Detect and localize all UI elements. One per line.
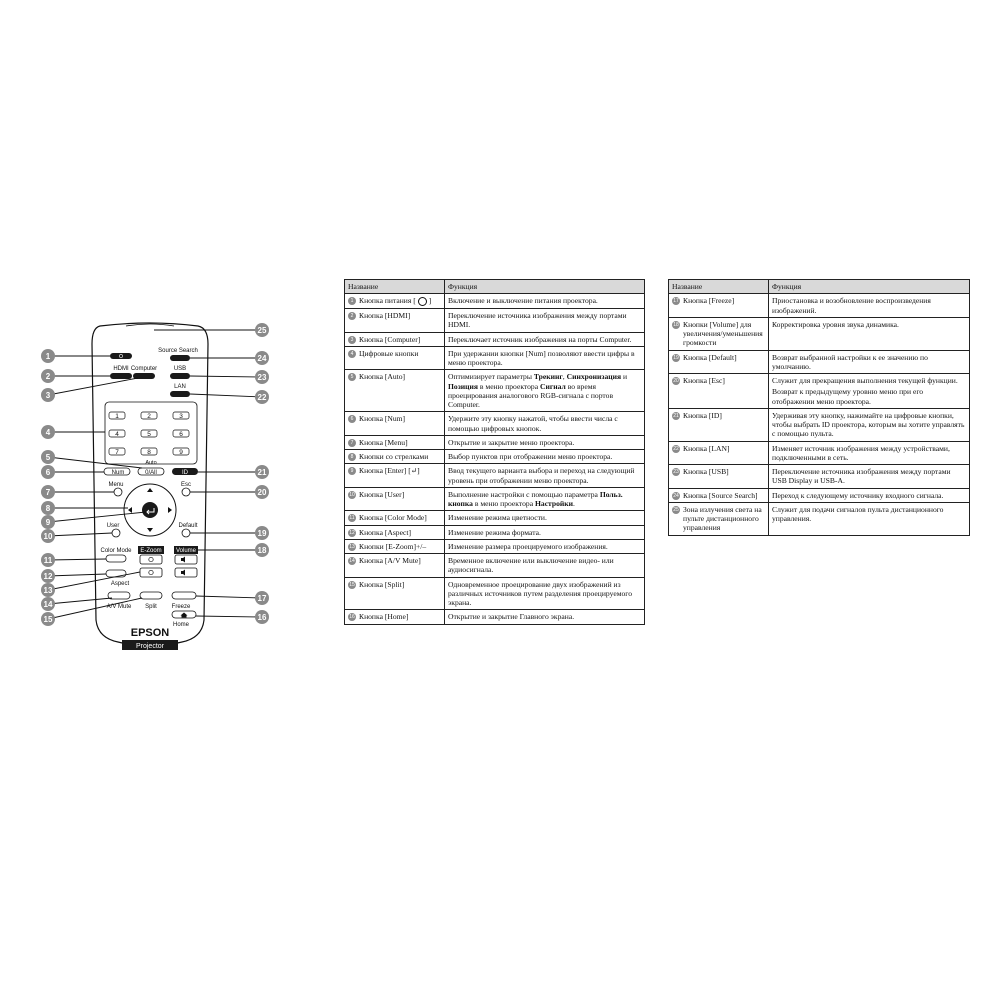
button-name: Цифровые кнопки <box>359 348 419 358</box>
source-search-label: Source Search <box>158 348 198 354</box>
hdmi-button <box>110 373 132 379</box>
table-row <box>669 441 970 465</box>
button-function-cell <box>445 554 645 578</box>
callout-number-icon: 25 <box>673 506 679 513</box>
callout-number-icon: 17 <box>673 298 679 305</box>
lan-button <box>170 391 190 397</box>
callout-number-icon: 15 <box>349 581 355 588</box>
function-text: Оптимизирует параметры Трекинг, Синхронизация и Позиция в меню проектора Сигнал во время проецирования аналогового RGB-сигнала с портов Computer. <box>448 372 628 409</box>
button-name-cell <box>669 294 769 318</box>
button-function-cell <box>445 294 645 309</box>
button-function-cell <box>445 450 645 464</box>
callout-number-icon: 12 <box>349 529 355 536</box>
button-name-cell <box>345 450 445 464</box>
remote-control-svg <box>30 320 300 680</box>
digit-7-label: 7 <box>115 449 119 456</box>
table-row <box>669 488 970 502</box>
callout-number-icon: 20 <box>673 378 679 384</box>
function-text: Возврат выбранной настройки к ее значению по умолчанию. <box>772 352 928 371</box>
function-text: Переключает источник изображения на порты Computer. <box>448 334 632 344</box>
callout-number-icon: 24 <box>673 492 679 499</box>
button-name: Кнопка [LAN] <box>683 443 730 453</box>
button-name: Зона излучения света на пульте дистанционного управления <box>683 504 762 533</box>
button-function-cell <box>769 350 970 374</box>
user-label: User <box>106 523 120 529</box>
function-text: Приостановка и возобновление воспроизведения изображений. <box>772 296 931 315</box>
button-name: Кнопка [Default] <box>683 352 737 362</box>
callout-4-number: 4 <box>45 428 51 437</box>
callout-leader <box>196 596 262 598</box>
callout-1-number: 1 <box>45 352 51 361</box>
table-row <box>345 412 645 436</box>
button-name-cell <box>345 554 445 578</box>
callout-number-icon: 8 <box>348 453 356 461</box>
callout-number-icon: 23 <box>673 469 679 475</box>
function-text: Временное включение или выключение видео- или аудиосигнала. <box>448 556 614 575</box>
digit-6-label: 6 <box>179 431 183 438</box>
function-text: Изменение режима цветности. <box>448 513 547 523</box>
button-name-cell <box>669 317 769 350</box>
button-function-cell <box>445 525 645 539</box>
table-row <box>345 332 645 346</box>
callout-number-icon: 2 <box>348 312 356 320</box>
button-name-cell <box>345 435 445 449</box>
button-name: Кнопка [Num] <box>359 414 406 424</box>
enter-button <box>142 502 158 518</box>
button-name: Кнопка [USB] <box>683 467 729 476</box>
color-mode-label: Color Mode <box>100 548 132 554</box>
aspect-button <box>106 570 126 577</box>
function-text: Корректировка уровня звука динамика. <box>772 319 899 329</box>
button-name: Кнопка питания [ ] <box>359 296 432 306</box>
button-name: Кнопка [Freeze] <box>683 296 735 306</box>
table-header-row <box>345 280 645 294</box>
callout-19-number: 19 <box>257 529 267 538</box>
zero-all-label: 0/All <box>145 470 157 476</box>
callout-3-number: 3 <box>45 391 51 400</box>
num-label: Num <box>111 470 125 476</box>
button-name: Кнопка [Aspect] <box>359 527 411 537</box>
function-text: Изменение режима формата. <box>448 527 541 537</box>
button-function-cell <box>445 464 645 488</box>
usb-button <box>170 373 190 379</box>
button-name-cell <box>345 294 445 309</box>
callout-6-number: 6 <box>45 468 51 477</box>
button-name-cell <box>345 487 445 511</box>
button-name: Кнопки со стрелками <box>359 452 429 461</box>
callout-2-number: 2 <box>45 372 51 381</box>
split-label: Split <box>145 604 157 610</box>
table-row <box>345 554 645 578</box>
color-mode-button <box>106 555 126 562</box>
button-name-cell <box>669 465 769 489</box>
menu-button <box>114 488 122 496</box>
table-row <box>345 610 645 624</box>
callout-24-number: 24 <box>257 354 267 363</box>
button-function-cell <box>769 502 970 535</box>
table-row <box>669 317 970 350</box>
table-row <box>345 525 645 539</box>
power-button <box>110 353 132 359</box>
user-button <box>112 529 120 537</box>
function-text: Переключение источника изображения между портами HDMI. <box>448 311 627 330</box>
table-row <box>669 294 970 318</box>
function-text: Одновременное проецирование двух изображений из различных источников путем разделения проецируемого экрана. <box>448 579 633 607</box>
button-function-cell <box>769 374 970 409</box>
table-header-row <box>669 280 970 294</box>
function-text: Выбор пунктов при отображении меню проектора. <box>448 452 613 461</box>
callout-number-icon: 18 <box>673 321 679 328</box>
source-search-button <box>170 355 190 361</box>
table-row <box>345 294 645 309</box>
button-function-cell <box>445 539 645 553</box>
button-function-cell <box>445 370 645 412</box>
callout-number-icon: 1 <box>348 297 356 305</box>
column-header-name: Название <box>669 280 769 294</box>
column-header-function: Функция <box>445 280 645 294</box>
freeze-label: Freeze <box>171 604 191 610</box>
digit-2-label: 2 <box>147 413 151 420</box>
table-row <box>669 408 970 441</box>
callout-number-icon: 5 <box>348 373 356 381</box>
callout-21-number: 21 <box>257 468 267 477</box>
callout-number-icon: 3 <box>348 336 356 344</box>
e-zoom-label: E-Zoom <box>140 548 162 554</box>
av-mute-label: A/V Mute <box>106 604 132 610</box>
button-name: Кнопка [User] <box>359 489 405 499</box>
table-row <box>669 502 970 535</box>
table-row <box>669 465 970 489</box>
button-name-cell <box>345 511 445 525</box>
callout-18-number: 18 <box>257 546 267 555</box>
button-function-cell <box>445 610 645 624</box>
button-name-cell <box>345 370 445 412</box>
button-function-cell <box>445 487 645 511</box>
button-name: Кнопка [HDMI] <box>359 311 411 320</box>
button-name: Кнопки [Volume] для увеличения/уменьшения громкости <box>683 319 763 348</box>
function-text: Включение и выключение питания проектора. <box>448 296 598 306</box>
callout-7-number: 7 <box>45 488 51 497</box>
button-name-cell <box>669 374 769 409</box>
button-function-cell <box>445 309 645 333</box>
table-row <box>345 346 645 370</box>
table-row <box>345 511 645 525</box>
callout-8-number: 8 <box>45 504 51 513</box>
button-name: Кнопка [Split] <box>359 579 405 589</box>
button-name: Кнопки [E-Zoom]+/– <box>359 541 427 551</box>
table-row <box>345 464 645 488</box>
function-text: Служит для прекращения выполнения текущей функции. <box>772 376 958 385</box>
button-name-cell <box>345 332 445 346</box>
digit-3-label: 3 <box>179 413 183 420</box>
id-label: ID <box>182 470 188 476</box>
button-function-cell <box>445 435 645 449</box>
callout-number-icon: 14 <box>349 558 355 564</box>
button-name: Кнопка [Menu] <box>359 437 408 447</box>
table-row <box>345 435 645 449</box>
function-text: Открытие и закрытие меню проектора. <box>448 437 575 447</box>
button-function-cell <box>769 408 970 441</box>
usb-label: USB <box>173 366 187 372</box>
esc-button <box>182 488 190 496</box>
button-function-cell <box>445 577 645 610</box>
home-label: Home <box>172 622 190 628</box>
button-name: Кнопка [Computer] <box>359 334 421 344</box>
button-name-cell <box>345 464 445 488</box>
callout-20-number: 20 <box>257 488 267 497</box>
hdmi-label: HDMI <box>113 366 129 372</box>
digit-5-label: 5 <box>147 431 151 438</box>
table-row <box>669 374 970 409</box>
callout-14-number: 14 <box>43 600 53 609</box>
computer-label: Computer <box>130 366 158 372</box>
button-name-cell <box>345 412 445 436</box>
function-text: Переключение источника изображения между портами USB Display и USB-A. <box>772 467 951 486</box>
function-text: Переход к следующему источнику входного сигнала. <box>772 490 944 500</box>
button-function-cell <box>769 317 970 350</box>
column-header-function: Функция <box>769 280 970 294</box>
button-name-cell <box>669 502 769 535</box>
callout-11-number: 11 <box>43 556 53 565</box>
table-row <box>345 450 645 464</box>
button-name: Кнопка [Auto] <box>359 372 406 382</box>
callout-12-number: 12 <box>43 572 53 581</box>
callout-number-icon: 7 <box>348 439 356 447</box>
volume-up-button <box>175 568 197 577</box>
callout-number-icon: 21 <box>673 412 679 419</box>
callout-17-number: 17 <box>257 594 267 603</box>
callout-22-number: 22 <box>257 393 267 402</box>
freeze-button <box>172 592 196 599</box>
digit-8-label: 8 <box>147 449 151 456</box>
callout-13-number: 13 <box>43 586 53 595</box>
callout-number-icon: 13 <box>349 543 355 550</box>
button-name: Кнопка [A/V Mute] <box>359 556 421 565</box>
digit-9-label: 9 <box>179 449 183 456</box>
lan-label: LAN <box>174 384 186 390</box>
button-name-cell <box>345 309 445 333</box>
function-text: Ввод текущего варианта выбора и переход на следующий уровень при отображении меню проектора. <box>448 466 635 485</box>
button-name-cell <box>669 488 769 502</box>
volume-down-button <box>175 555 197 564</box>
button-name: Кнопка [ID] <box>683 410 722 420</box>
function-text: Удерживая эту кнопку, нажимайте на цифровые кнопки, чтобы выбрать ID проектора, которым вы хотите управлять с помощью пульта. <box>772 410 965 439</box>
function-text: При удержании кнопки [Num] позволяют ввести цифры в меню проектора. <box>448 348 635 367</box>
button-name: Кнопка [Esc] <box>683 376 725 385</box>
button-function-cell <box>445 511 645 525</box>
table-row <box>345 487 645 511</box>
power-icon <box>418 297 427 306</box>
digit-4-label: 4 <box>115 431 119 438</box>
button-name-cell <box>345 525 445 539</box>
button-name: Кнопка [Home] <box>359 612 409 622</box>
table-row <box>669 350 970 374</box>
function-text: Удержите эту кнопку нажатой, чтобы ввести числа с помощью цифровых кнопок. <box>448 414 618 433</box>
function-text: Изменяет источник изображения между устройствами, подключенными в сеть. <box>772 443 950 462</box>
split-button <box>140 592 162 599</box>
button-name-cell <box>345 539 445 553</box>
callout-10-number: 10 <box>43 532 53 541</box>
button-name-cell <box>345 346 445 370</box>
aspect-label: Aspect <box>110 581 130 587</box>
table-row <box>345 370 645 412</box>
button-function-cell <box>769 488 970 502</box>
callout-25-number: 25 <box>257 326 267 335</box>
projector-label: Projector <box>135 643 165 650</box>
button-function-cell <box>445 332 645 346</box>
button-function-cell <box>445 412 645 436</box>
e-zoom-minus-button <box>140 568 162 577</box>
button-name: Кнопка [Source Search] <box>683 490 758 500</box>
e-zoom-plus-button <box>140 555 162 564</box>
function-text: Возврат к предыдущему уровню меню при его отображении меню проектора. <box>772 387 924 406</box>
callout-number-icon: 19 <box>673 354 679 361</box>
function-text: Выполнение настройки с помощью параметра Польз. кнопка в меню проектора Настройки. <box>448 489 623 508</box>
callout-number-icon: 16 <box>349 614 355 621</box>
button-name-cell <box>345 577 445 610</box>
callout-number-icon: 10 <box>349 491 355 498</box>
callout-number-icon: 9 <box>348 467 356 475</box>
callout-23-number: 23 <box>257 373 267 382</box>
callout-number-icon: 22 <box>673 445 679 452</box>
callout-number-icon: 6 <box>348 415 356 423</box>
menu-label: Menu <box>108 482 124 488</box>
table-row <box>345 577 645 610</box>
button-name-cell <box>345 610 445 624</box>
button-function-cell <box>445 346 645 370</box>
buttons-table-left <box>344 279 645 625</box>
callout-16-number: 16 <box>257 613 267 622</box>
volume-label: Volume <box>175 548 197 554</box>
function-text: Изменение размера проецируемого изображения. <box>448 541 608 551</box>
column-header-name: Название <box>345 280 445 294</box>
button-name: Кнопка [Enter] [↵] <box>359 466 420 476</box>
default-label: Default <box>178 523 198 529</box>
table-row <box>345 309 645 333</box>
button-function-cell <box>769 465 970 489</box>
callout-5-number: 5 <box>45 453 51 462</box>
button-name-cell <box>669 350 769 374</box>
digit-1-label: 1 <box>115 413 119 420</box>
buttons-table-right <box>668 279 970 536</box>
callout-9-number: 9 <box>45 518 51 527</box>
button-name: Кнопка [Color Mode] <box>359 513 427 523</box>
auto-label: Auto <box>145 460 157 466</box>
remote-control-diagram <box>30 320 300 680</box>
button-function-cell <box>769 294 970 318</box>
callout-15-number: 15 <box>43 615 53 624</box>
button-function-cell <box>769 441 970 465</box>
button-name-cell <box>669 441 769 465</box>
table-row <box>345 539 645 553</box>
callout-leader <box>196 616 262 617</box>
function-text: Служит для подачи сигналов пульта дистанционного управления. <box>772 504 944 523</box>
epson-logo: EPSON <box>130 627 170 639</box>
esc-label: Esc <box>180 482 192 488</box>
default-button <box>182 529 190 537</box>
function-text: Открытие и закрытие Главного экрана. <box>448 612 575 622</box>
callout-number-icon: 4 <box>348 350 356 358</box>
callout-number-icon: 11 <box>349 515 355 522</box>
button-name-cell <box>669 408 769 441</box>
